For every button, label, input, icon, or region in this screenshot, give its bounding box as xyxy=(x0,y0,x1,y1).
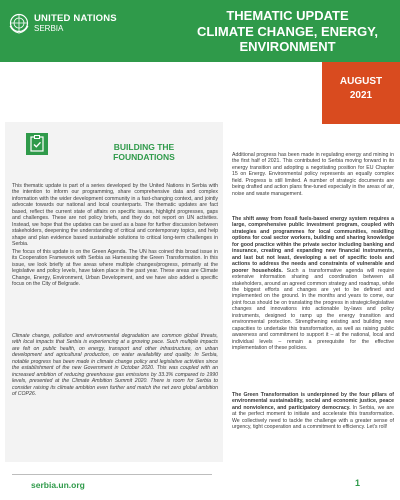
climate-paragraph: Climate change, pollution and environmental degradation are common global threats, with local impacts that Serbia is experiencing at a growing pace. Such multiple impacts are felt on public health, on energy, transport and other infrastructure, on urban development and agricultural production, on water availability and quality. In Serbia, notable progress has been made in climate change policy and legislative activities since the establishment of the new Government in October 2020. This was coupled with an increased ambition of reducing greenhouse gas emissions by 33.3% compared to 1990 levels, presented at the Climate Ambition Summit 2020. There is room for Serbia to consider raising its climate ambition even further and match the net zero global ambition of COP26. xyxy=(12,333,218,398)
page-number: 1 xyxy=(355,478,361,488)
investment-paragraph-bold: The shift away from fossil fuels-based energy system requires a large, comprehensive public investment program, coupled with strategies and programmes for local communities, reskilling options for coal sector workers, building and sharing knowledge for good practice within the private sector including banking and insurance, creating and expanding new financial instruments, and last but not least, developing a set of specific tools and actions to address the needs and constraints of vulnerable and poorer households. xyxy=(232,216,394,274)
investment-paragraph xyxy=(232,216,394,352)
page-title xyxy=(175,8,400,55)
date-month: AUGUST xyxy=(339,76,383,87)
section-title xyxy=(104,142,184,162)
org-subtitle: SERBIA xyxy=(34,24,64,33)
investment-paragraph-body: Such a transformative agenda will require extensive information sharing and coordination between all stakeholders, around an agreed common strategy and roadmap, while the biggest efforts and changes are yet to be defined and implemented on the ground. In the months and years to come, our joint focus should be on translating the progress in strategic/legislative changes and innovations into actionable by-laws and policy instruments, designed to ramp up the energy transition and environmental protection. Strengthening existing and building new capacities to undertake this transformation, as well as raising public awareness and commitment to support it – at the national, local and individual levels – remain a prerequisite for the effective implementation of these policies. xyxy=(232,267,394,352)
title-line-2: CLIMATE CHANGE, ENERGY, xyxy=(196,23,379,39)
title-line-3: ENVIRONMENT xyxy=(239,39,336,54)
green-transformation-paragraph-body: In Serbia, we are at the perfect moment to initiate and accelerate this transformation. We collectively need to tackle the challenge with a greater sense of urgency, tight cooperation and a commitment to efficiency. Let's roll! xyxy=(232,404,394,431)
checklist-icon xyxy=(26,133,48,155)
date-year: 2021 xyxy=(349,90,373,101)
section-title-line-2: FOUNDATIONS xyxy=(113,152,175,162)
energy-paragraph: Additional progress has been made in regulating energy and mining in the first half of 2021. This contributed to Serbia moving forward in its energy transition and adopting a negotiating position for EU Chapter 15 on Energy. Environmental policy represents an equally complex field. Progress is still limited. A number of strategic documents are being drafted and action plans fine-tuned especially in the areas of air, noise and waste management. xyxy=(232,152,394,197)
intro-paragraph: This thematic update is part of a series developed by the United Nations in Serbia with the intention to inform our programming, share comprehensive data and complex information with the wider development community in a fast-changing context, and jointly advocate towards our national and local counterparts. The thematic updates are fact based, reflect the current state of affairs on specific issues, highlight progresses, gaps and challenges. These are not policy briefs, and they do not report on UN activities. Instead, we hope that the updates can be used as a base for further discussion between stakeholders, deepening the understanding of critical and contemporary topics, and help shape and plan evidence based sustainable solutions to critical long-term challenges in Serbia. xyxy=(12,183,218,248)
org-name: UNITED NATIONS xyxy=(34,13,117,24)
section-title-line-1: BUILDING THE xyxy=(113,142,175,152)
focus-paragraph: The focus of this update is on the Green Agenda. The UN has coined this broad issue in its Cooperation Framework with Serbia as Harnessing the Green Transformation. In this issue, we look briefly at five areas where multiple changes/progress, primarily at the legislative and policy levels, have taken place in the past year. These areas are Climate Change, Energy, Environment, Urban Development, and we have also added a specific focus on the City of Belgrade. xyxy=(12,249,218,288)
header-banner xyxy=(0,0,400,62)
date-badge xyxy=(322,62,400,124)
green-transformation-paragraph-bold: The Green Transformation is underpinned by the four pillars of environmental sustainability, social and economic justice, peace and nonviolence, and participatory democracy. xyxy=(232,392,394,411)
footer-website-link[interactable]: serbia.un.org xyxy=(31,480,85,490)
un-emblem-icon xyxy=(8,12,30,34)
left-column-box xyxy=(5,122,223,462)
title-line-1: THEMATIC UPDATE xyxy=(226,8,349,23)
footer-divider xyxy=(12,474,212,475)
green-transformation-paragraph xyxy=(232,392,394,431)
